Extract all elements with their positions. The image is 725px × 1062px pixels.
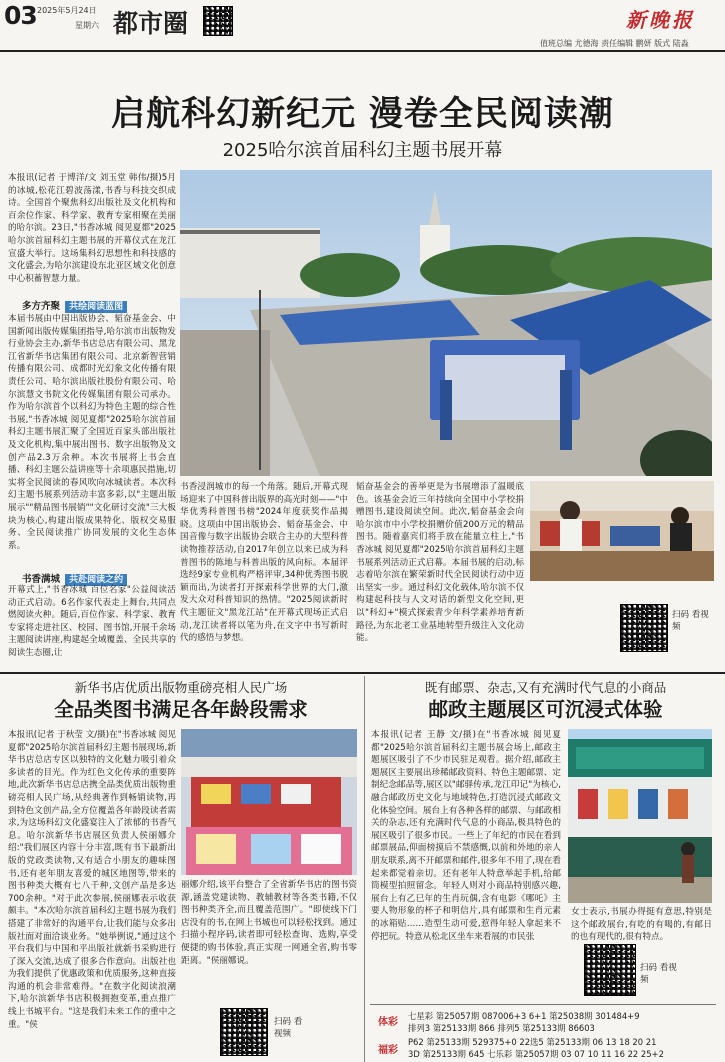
postal-exhibit-photo bbox=[568, 729, 712, 903]
main-scan-label: 扫码 看视频 bbox=[672, 610, 709, 632]
column-2-paragraph: 书香浸润城市的每一个角落。随后,开幕式现场迎来了中国科普出版界的高光时刻——"中华优秀科普图书榜"2024年度获奖作品揭晓。这项由中国出版协会、韬奋基金会、中国音像与数字出版协会联合主办的大型科普读物推荐活动,自2017年创立以来已成为科普图书的陈地与科普出版的风向标。本届评选经9家专业机构严格评审,34种优秀图书脱颖而出,为读者打开探索科学世界的大门,激发大众对科普知识的热情。"2025阅读新时代主题征文"黑龙江站"在开幕式现场正式启动,龙江读者将以笔为舟,在文字中书写新时代的感悟与梦想。 bbox=[180, 482, 348, 644]
right-story-paragraph-1: 本报讯(记者 王静 文/摄)在"书香冰城 阅见夏都"2025哈尔滨首届科幻主题书展会场上,邮政主题展区吸引了不少市民驻足观看。据介绍,邮政主题展区主要展出珍稀邮政资料、特色主题邮票、定制纪念邮品等,展区以"邮驿传承,龙江印记"为核心,融合邮政历史文化与地域特色,打造沉浸式邮政文化体验空间。展台上有各种各样的邮票、与邮政相关的杂志,还有充满时代气息的小商品,极具特色的展区吸引了很多市民。一些上了年纪的市民在看到邮票展品,仰面榜摸后不禁感慨,以前和外地的亲人朋友联系,离不开邮票和邮件,很多年不用了,现在看起来都觉着亲切。还有老年人特意举起手机,给邮筒模型拍照留念。年轻人则对小商品特别感兴趣,展台上有乙巳年的生肖玩偶,含有电影《哪吒》主要人物形象的杯子和明信片,具有邮票和生肖元素的冰箱贴……造型生动可爱,惹得年轻人拿起来不停把玩。特意从松北区坐车来看展的市民张 bbox=[371, 730, 561, 942]
welfare-lottery-label: 福彩 bbox=[378, 1045, 398, 1056]
right-story-kicker: 既有邮票、杂志,又有充满时代气息的小商品 bbox=[424, 680, 667, 695]
section-heading-1 bbox=[22, 294, 176, 312]
section-2-label: 书香满城 bbox=[22, 574, 61, 585]
left-story-title: 全品类图书满足各年龄段需求 bbox=[54, 698, 308, 721]
column-3-paragraph: 韬奋基金会的善举更是为书展增添了温暖底色。该基金会近三年持续向全国中小学校捐赠图书,建设阅读空间。此次,韬奋基金会向哈尔滨市中小学校捐赠价值200万元的精品图书。随着嘉宾们将手放在能量立柱上,"书香冰城 阅见夏都"2025哈尔滨首届科幻主题书展系列活动正式启幕。本届书展的启动,标志着哈尔滨在繁荣新时代全民阅读行动中迈出坚实一步。通过科幻文化载体,哈尔滨不仅构建起科技与人文对话的新型文化空间,更以"科幻+"模式探索青少年科学素养培育新路径,为东北老工业基地转型升级注入文化动能。 bbox=[356, 482, 524, 644]
section-1-label: 多方齐聚 bbox=[22, 301, 61, 312]
welfare-lottery-line-1: P62 第25133期 529375+0 22选5 第25133期 06 13 18 20 21 bbox=[408, 1037, 657, 1047]
issue-weekday: 星期六 bbox=[75, 21, 99, 30]
header-rule bbox=[0, 50, 725, 52]
left-story-paragraph-1: 本报讯(记者 于秋莹 文/摄)在"书香冰城 阅见夏都"2025哈尔滨首届科幻主题书展现场,新华书店总店专区以独特的文化魅力吸引着众多读者的目光。作为红色文化传承的重要阵地,此次新华书店总店携全品类优质出版物重磅亮相人民广场,从经典著作到畅销读物,再到特色文创产品,全方位覆盖各年龄段读者需求,为这场科幻文化盛宴注入了浓郁的书香气息。哈尔滨新华书店展区负责人侯丽娜介绍:"我们展区内容十分丰富,既有书下最新出版的党政类读物,又有适合小朋友的趣味图书,还有老年朋友喜爱的城区地图等,带来的图书种类大概有七八千种,文创产品是多达700余种。"对于此次参展,侯丽娜表示收获颇丰。"本次哈尔滨首届科幻主题书展为我们搭建了非常好的沟通平台,让我们能与众多出版社面对面洽谈业务。"她举例说,"通过这个平台我们与中国和平出版社就新书采购进行了深入交流,达成了很多合作意向。出版社也为我们提供了优惠政策和优质服务,这种直接沟通的机会非常难得。"在数字化阅读浪潮下,哈尔滨新华书店积极拥抱变革,重点推广线上书城平台。"这是我们未来工作的重中之重。"侯 bbox=[8, 730, 176, 1030]
book-fair-aerial-photo bbox=[180, 170, 712, 476]
welfare-lottery-line-2: 3D 第25133期 645 七乐彩 第25057期 03 07 10 11 16 22 25+2 bbox=[408, 1049, 664, 1059]
sports-lottery-label: 体彩 bbox=[378, 1017, 398, 1028]
left-story-qr-code[interactable] bbox=[220, 1008, 268, 1056]
section-2-paragraph: 开幕式上,"书香冰城 百位名家"公益阅读活动正式启动。6名作家代表走上舞台,共同点燃阅读火种。随后,百位作家、科学家、教育专家将走进社区、校园、图书馆,开展千余场主题阅读讲座,构建起全域覆盖、全民共享的阅读生态圈,让 bbox=[8, 585, 176, 658]
reading-area-photo bbox=[530, 481, 714, 581]
right-story-paragraph-2: 女士表示,书展办得挺有意思,特别是这个邮政展台,有吃的有喝的,有邮日的也有现代的,很有特点。 bbox=[571, 907, 712, 943]
page-number: 03 bbox=[4, 1, 37, 30]
right-story-qr-code[interactable] bbox=[584, 944, 636, 996]
section-2-box: 共赴阅读之约 bbox=[65, 574, 127, 586]
main-headline: 启航科幻新纪元 漫卷全民阅读潮 bbox=[111, 94, 614, 134]
header-qr-code[interactable] bbox=[203, 6, 233, 36]
main-subheadline: 2025哈尔滨首届科幻主题书展开幕 bbox=[222, 140, 503, 161]
welfare-lottery-block bbox=[378, 1038, 398, 1057]
newspaper-logo: 新晚报 bbox=[626, 8, 695, 32]
editor-credits: 值班总编 尤德海 责任编辑 鹏妍 版式 陆淼 bbox=[540, 39, 689, 48]
left-scan-label: 扫码 看视频 bbox=[274, 1017, 303, 1039]
section-1-paragraph: 本届书展由中国出版协会、韬奋基金会、中国新闻出版传媒集团指导,哈尔滨市出版物发行业协会主办,新华书店总店有限公司、黑龙江省新华书店集团有限公司、北京新智营销传播有限公司、成都时光幻象文化传播有限责任公司、哈尔滨出版社股份有限公司、哈尔滨慧文书院文化传媒集团有限公司承办。作为哈尔滨首个以科幻为特色主题的综合性书展,"书香冰城 阅见夏都"2025哈尔滨首届科幻主题书展汇聚了全国近百家头部出版社及文化机构,集中展出图书、数字出版物及文创产品2.3万余种。本次书展将上书会直播、科幻主题公益讲座等十余项惠民措施,切实将全民阅读的春风吹向冰城读者。本次科幻主题书展系列活动丰富多彩,以"主题出版展示""精品图书展销""文化研讨交流"三大板块为核心,构建出版成果特化、版权交易服务、全民阅读推广协同发展的文化生态体系。 bbox=[8, 314, 176, 551]
left-story-kicker: 新华书店优质出版物重磅亮相人民广场 bbox=[74, 680, 288, 695]
sports-lottery-line-1: 七星彩 第25057期 087006+3 6+1 第25038期 301484+9 bbox=[408, 1011, 640, 1021]
story-divider bbox=[364, 676, 365, 1062]
mid-rule bbox=[0, 672, 725, 674]
intro-paragraph: 本报讯(记者 于博洋/文 刘玉堂 韩伟/摄)5月的冰城,松花江碧波荡漾,书香与科技交织成诗。全国首个聚焦科幻出版社及文化机构和百余位作家、科学家、教育专家相聚在美丽的哈尔滨。23日,"书香冰城 阅见夏都"2025哈尔滨首届科幻主题书展的开幕仪式在龙江宣盛大举行。这场集科幻思想性和科技感的文化盛会,为哈尔滨建设东北亚区域文化创意中心积蓄智慧力量。 bbox=[8, 173, 176, 284]
left-story-paragraph-2: 丽娜介绍,该平台整合了全省新华书店的图书资源,涵盖党建读物、教辅教材等各类书籍,不仅图书种类齐全,而且覆盖范围广。"即使线下门店没有的书,在网上书城也可以轻松找到。通过扫描小程序码,读者即可轻松查询、选购,享受便捷的购书体验,真正实现一网通全省,购书零距离。"侯丽娜说。 bbox=[181, 880, 357, 966]
right-story-title: 邮政主题展区可沉浸式体验 bbox=[428, 698, 663, 721]
section-1-box: 共绘阅读蓝图 bbox=[65, 301, 127, 313]
sports-lottery-block bbox=[378, 1010, 398, 1029]
section-heading-2 bbox=[22, 567, 176, 585]
xinhua-bookstore-booth-photo bbox=[181, 729, 357, 875]
lottery-rule bbox=[370, 1004, 716, 1005]
main-story-qr-code[interactable] bbox=[620, 604, 668, 652]
section-title: 都市圈 bbox=[113, 9, 189, 38]
sports-lottery-line-2: 排列3 第25133期 866 排列5 第25133期 86603 bbox=[408, 1023, 595, 1033]
issue-date: 2025年5月24日 bbox=[37, 6, 97, 15]
right-scan-label: 扫码 看视频 bbox=[640, 963, 677, 985]
